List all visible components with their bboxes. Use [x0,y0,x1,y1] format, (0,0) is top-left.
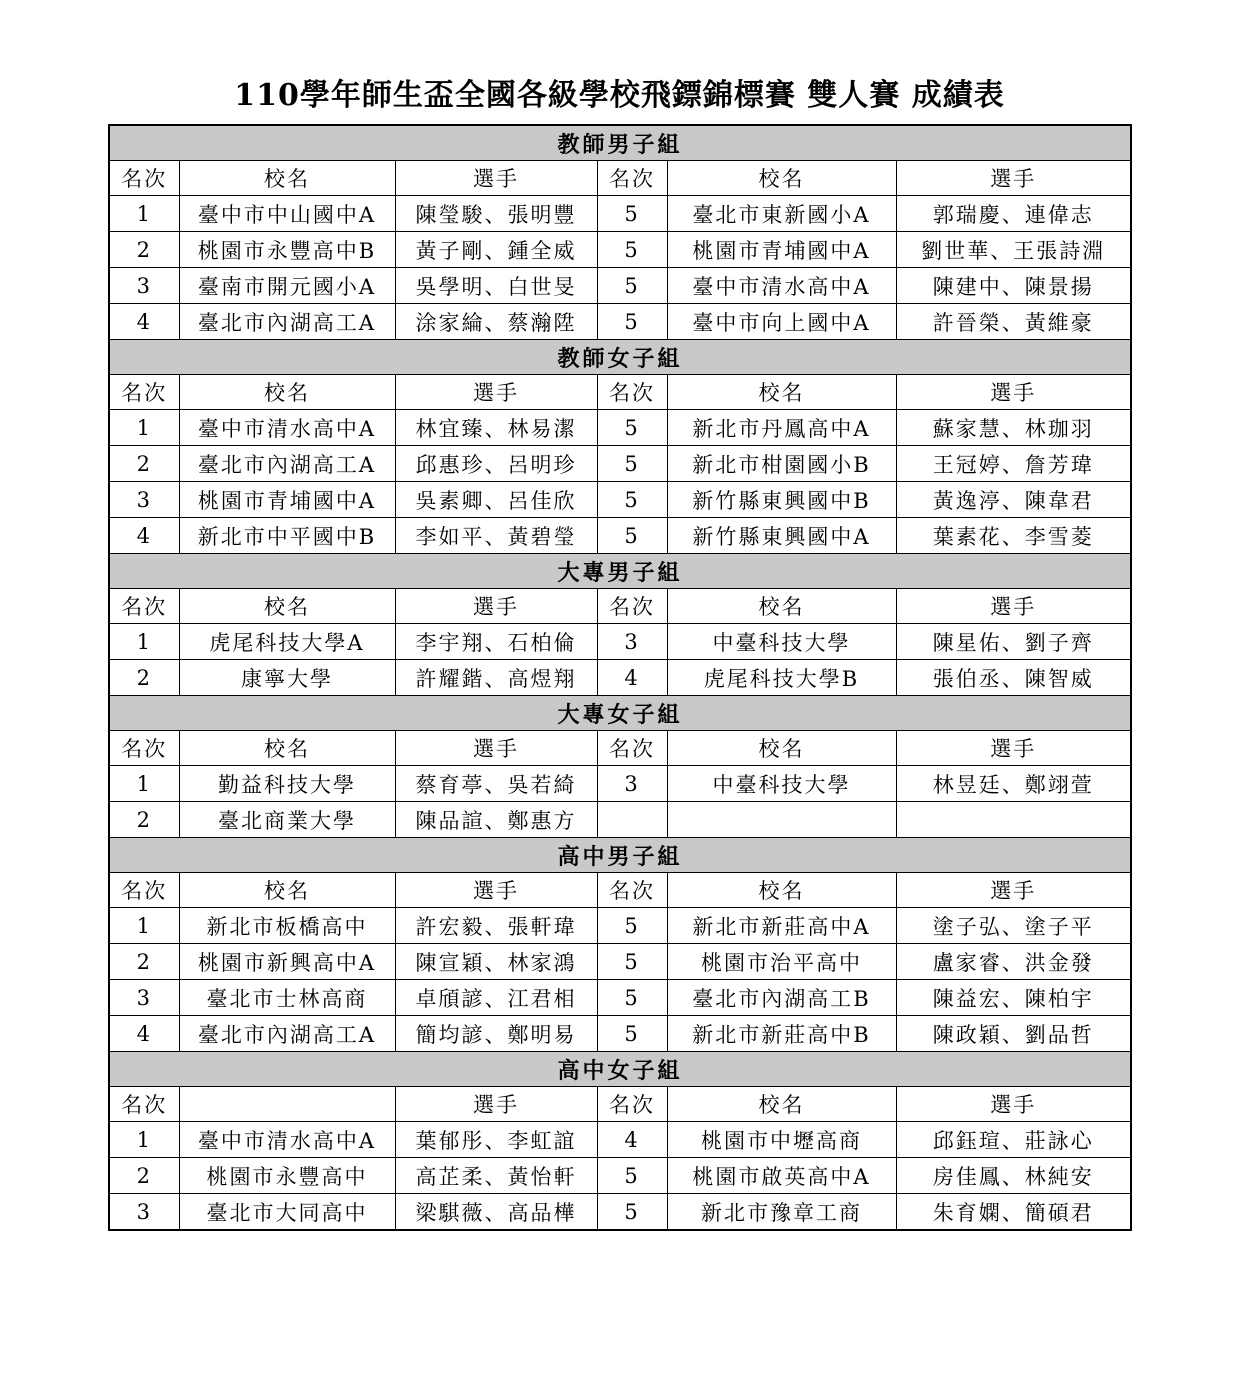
rank-cell: 3 [597,766,667,802]
column-header-players: 選手 [896,731,1131,766]
players-cell: 李如平、黃碧瑩 [395,518,597,554]
column-header-rank: 名次 [597,589,667,624]
players-cell: 邱惠珍、呂明珍 [395,446,597,482]
column-header-players: 選手 [896,1087,1131,1122]
table-row [109,1016,1131,1052]
table-row [109,624,1131,660]
column-header-players: 選手 [896,161,1131,196]
column-header-school: 校名 [179,589,395,624]
school-cell: 中臺科技大學 [667,624,896,660]
school-cell: 臺北市東新國小A [667,196,896,232]
column-header-players: 選手 [395,731,597,766]
column-header-players: 選手 [395,161,597,196]
players-cell: 王冠婷、詹芳瑋 [896,446,1131,482]
players-cell: 蔡育葶、吳若綺 [395,766,597,802]
rank-cell [597,802,667,838]
rank-cell: 5 [597,518,667,554]
school-cell: 新北市新莊高中A [667,908,896,944]
rank-cell: 5 [597,304,667,340]
players-cell: 陳政穎、劉品哲 [896,1016,1131,1052]
players-cell: 陳益宏、陳柏宇 [896,980,1131,1016]
school-cell: 虎尾科技大學A [179,624,395,660]
column-header-players: 選手 [896,589,1131,624]
school-cell: 臺中市中山國中A [179,196,395,232]
section-title: 高中男子組 [109,838,1131,873]
school-cell: 臺北市內湖高工A [179,446,395,482]
school-cell: 臺南市開元國小A [179,268,395,304]
column-header-rank: 名次 [597,873,667,908]
school-cell: 新北市豫章工商 [667,1194,896,1231]
players-cell: 陳瑩駿、張明豐 [395,196,597,232]
column-header-players: 選手 [896,873,1131,908]
column-header-row [109,161,1131,196]
column-header-row [109,873,1131,908]
table-row [109,304,1131,340]
school-cell: 臺北商業大學 [179,802,395,838]
rank-cell: 5 [597,482,667,518]
table-row [109,268,1131,304]
table-row [109,232,1131,268]
school-cell: 新北市丹鳳高中A [667,410,896,446]
column-header-rank: 名次 [597,1087,667,1122]
players-cell: 李宇翔、石柏倫 [395,624,597,660]
column-header-rank: 名次 [597,731,667,766]
rank-cell: 1 [109,766,179,802]
school-cell: 新北市板橋高中 [179,908,395,944]
section-header-row [109,1052,1131,1087]
rank-cell: 3 [597,624,667,660]
section-title: 教師男子組 [109,125,1131,161]
school-cell: 桃園市中壢高商 [667,1122,896,1158]
rank-cell: 4 [597,1122,667,1158]
column-header-players: 選手 [395,589,597,624]
players-cell: 張伯丞、陳智威 [896,660,1131,696]
school-cell: 勤益科技大學 [179,766,395,802]
column-header-school: 校名 [667,731,896,766]
column-header-players: 選手 [896,375,1131,410]
column-header-school: 校名 [179,873,395,908]
school-cell: 桃園市新興高中A [179,944,395,980]
column-header-rank: 名次 [597,375,667,410]
players-cell: 陳宣穎、林家鴻 [395,944,597,980]
players-cell: 蘇家慧、林珈羽 [896,410,1131,446]
column-header-rank: 名次 [597,161,667,196]
school-cell: 新竹縣東興國中B [667,482,896,518]
rank-cell: 1 [109,410,179,446]
players-cell: 葉素花、李雪菱 [896,518,1131,554]
section-title: 高中女子組 [109,1052,1131,1087]
school-cell: 臺北市內湖高工A [179,304,395,340]
section-header-row [109,125,1131,161]
column-header-rank: 名次 [109,731,179,766]
players-cell: 邱鈺瑄、莊詠心 [896,1122,1131,1158]
players-cell: 塗子弘、塗子平 [896,908,1131,944]
rank-cell: 1 [109,624,179,660]
school-cell: 桃園市永豐高中 [179,1158,395,1194]
column-header-rank: 名次 [109,873,179,908]
table-row [109,908,1131,944]
school-cell: 新竹縣東興國中A [667,518,896,554]
table-row [109,1122,1131,1158]
column-header-rank: 名次 [109,375,179,410]
rank-cell: 5 [597,908,667,944]
rank-cell: 5 [597,232,667,268]
section-title: 教師女子組 [109,340,1131,375]
section-header-row [109,838,1131,873]
school-cell: 臺北市大同高中 [179,1194,395,1231]
players-cell: 吳學明、白世旻 [395,268,597,304]
rank-cell: 5 [597,1158,667,1194]
school-cell: 桃園市永豐高中B [179,232,395,268]
players-cell: 許晉榮、黃維豪 [896,304,1131,340]
school-cell: 臺北市內湖高工A [179,1016,395,1052]
school-cell: 臺中市向上國中A [667,304,896,340]
column-header-row [109,731,1131,766]
players-cell: 朱育嫻、簡碩君 [896,1194,1131,1231]
school-cell: 桃園市青埔國中A [667,232,896,268]
table-row [109,482,1131,518]
rank-cell: 2 [109,446,179,482]
rank-cell: 5 [597,410,667,446]
players-cell: 林昱廷、鄭翊萱 [896,766,1131,802]
school-cell: 中臺科技大學 [667,766,896,802]
players-cell: 吳素卿、呂佳欣 [395,482,597,518]
rank-cell: 4 [109,518,179,554]
school-cell: 虎尾科技大學B [667,660,896,696]
rank-cell: 4 [597,660,667,696]
column-header-school: 校名 [667,873,896,908]
school-cell [667,802,896,838]
school-cell: 臺北市內湖高工B [667,980,896,1016]
players-cell: 陳星佑、劉子齊 [896,624,1131,660]
section-header-row [109,696,1131,731]
players-cell: 許耀鍇、高煜翔 [395,660,597,696]
column-header-school [179,1087,395,1122]
table-row [109,1194,1131,1231]
rank-cell: 1 [109,1122,179,1158]
rank-cell: 2 [109,232,179,268]
players-cell: 梁騏薇、高品樺 [395,1194,597,1231]
section-title: 大專女子組 [109,696,1131,731]
column-header-players: 選手 [395,873,597,908]
column-header-school: 校名 [667,1087,896,1122]
rank-cell: 2 [109,802,179,838]
column-header-school: 校名 [667,589,896,624]
section-header-row [109,554,1131,589]
school-cell: 新北市中平國中B [179,518,395,554]
column-header-school: 校名 [179,161,395,196]
rank-cell: 5 [597,196,667,232]
rank-cell: 3 [109,268,179,304]
school-cell: 桃園市青埔國中A [179,482,395,518]
rank-cell: 2 [109,1158,179,1194]
column-header-rank: 名次 [109,161,179,196]
rank-cell: 5 [597,1194,667,1231]
players-cell: 許宏毅、張軒瑋 [395,908,597,944]
table-row [109,518,1131,554]
column-header-school: 校名 [667,375,896,410]
school-cell: 臺北市士林高商 [179,980,395,1016]
table-row [109,944,1131,980]
column-header-row [109,1087,1131,1122]
table-row [109,196,1131,232]
table-row [109,802,1131,838]
column-header-rank: 名次 [109,589,179,624]
results-table [108,124,1132,1231]
players-cell: 劉世華、王張詩淵 [896,232,1131,268]
school-cell: 臺中市清水高中A [667,268,896,304]
school-cell: 新北市新莊高中B [667,1016,896,1052]
column-header-school: 校名 [667,161,896,196]
players-cell: 房佳鳳、林純安 [896,1158,1131,1194]
players-cell [896,802,1131,838]
rank-cell: 5 [597,944,667,980]
column-header-row [109,589,1131,624]
section-title: 大專男子組 [109,554,1131,589]
players-cell: 郭瑞慶、連偉志 [896,196,1131,232]
table-row [109,980,1131,1016]
page-title: 110學年師生盃全國各級學校飛鏢錦標賽 雙人賽 成績表 [234,78,1005,113]
table-row [109,446,1131,482]
table-row [109,766,1131,802]
table-row [109,660,1131,696]
school-cell: 桃園市啟英高中A [667,1158,896,1194]
players-cell: 涂家綸、蔡瀚陞 [395,304,597,340]
rank-cell: 5 [597,268,667,304]
rank-cell: 3 [109,980,179,1016]
school-cell: 新北市柑園國小B [667,446,896,482]
rank-cell: 2 [109,660,179,696]
column-header-rank: 名次 [109,1087,179,1122]
table-row [109,410,1131,446]
players-cell: 林宜臻、林易潔 [395,410,597,446]
players-cell: 陳建中、陳景揚 [896,268,1131,304]
rank-cell: 4 [109,304,179,340]
rank-cell: 1 [109,908,179,944]
rank-cell: 4 [109,1016,179,1052]
rank-cell: 3 [109,1194,179,1231]
table-row [109,1158,1131,1194]
players-cell: 高芷柔、黃怡軒 [395,1158,597,1194]
column-header-players: 選手 [395,375,597,410]
school-cell: 臺中市清水高中A [179,1122,395,1158]
rank-cell: 1 [109,196,179,232]
rank-cell: 3 [109,482,179,518]
players-cell: 卓頎諺、江君相 [395,980,597,1016]
section-header-row [109,340,1131,375]
rank-cell: 2 [109,944,179,980]
rank-cell: 5 [597,446,667,482]
players-cell: 葉郁彤、李虹誼 [395,1122,597,1158]
column-header-school: 校名 [179,731,395,766]
column-header-row [109,375,1131,410]
school-cell: 臺中市清水高中A [179,410,395,446]
players-cell: 盧家睿、洪金發 [896,944,1131,980]
players-cell: 陳品諠、鄭惠方 [395,802,597,838]
rank-cell: 5 [597,1016,667,1052]
players-cell: 簡均諺、鄭明易 [395,1016,597,1052]
column-header-school: 校名 [179,375,395,410]
players-cell: 黃逸渟、陳韋君 [896,482,1131,518]
column-header-players: 選手 [395,1087,597,1122]
players-cell: 黃子剛、鍾全威 [395,232,597,268]
rank-cell: 5 [597,980,667,1016]
school-cell: 康寧大學 [179,660,395,696]
school-cell: 桃園市治平高中 [667,944,896,980]
